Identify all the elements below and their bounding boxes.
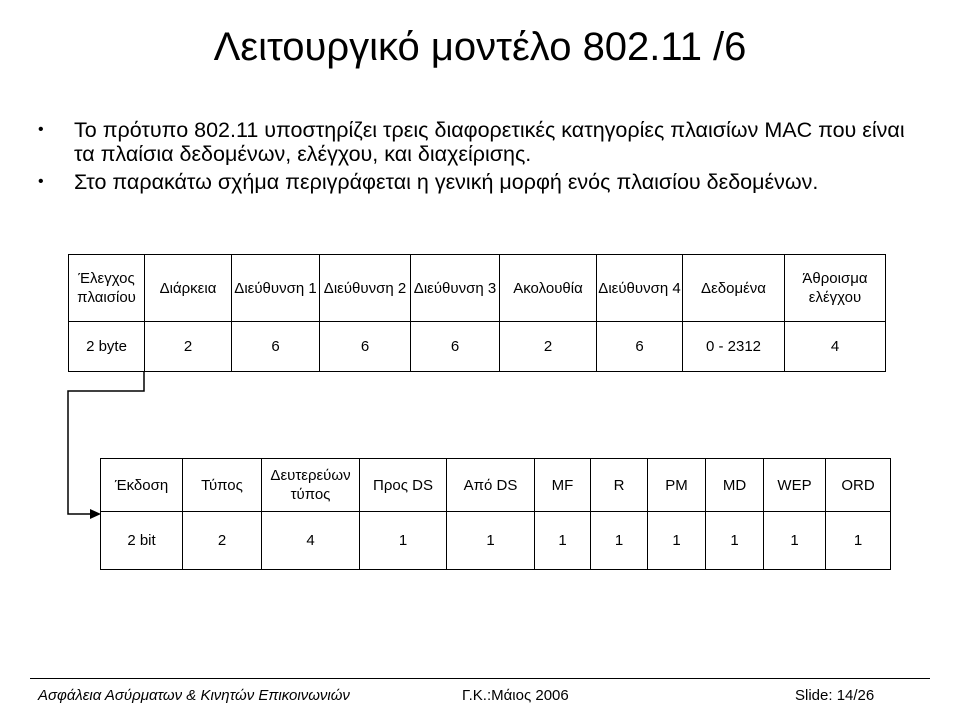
bullet-icon: • bbox=[38, 121, 44, 138]
footer-date: Γ.Κ.:Μάιος 2006 bbox=[462, 687, 569, 704]
mac-value-cell: 2 byte bbox=[69, 322, 145, 372]
mac-value-cell: 6 bbox=[232, 322, 320, 372]
fc-header-cell: Έκδοση bbox=[101, 459, 183, 512]
mac-header-cell: Δεδομένα bbox=[683, 255, 785, 322]
mac-header-cell: Διεύθυνση 4 bbox=[597, 255, 683, 322]
mac-value-cell: 2 bbox=[145, 322, 232, 372]
mac-header-cell: Διεύθυνση 2 bbox=[320, 255, 411, 322]
mac-value-cell: 2 bbox=[500, 322, 597, 372]
fc-header-cell: Από DS bbox=[447, 459, 535, 512]
bullet-icon: • bbox=[38, 173, 44, 190]
fc-value-cell: 1 bbox=[764, 512, 826, 570]
mac-value-cell: 6 bbox=[597, 322, 683, 372]
mac-value-cell: 6 bbox=[320, 322, 411, 372]
fc-value-cell: 1 bbox=[706, 512, 764, 570]
footer-divider bbox=[30, 678, 930, 679]
fc-header-cell: Δευτερεύων τύπος bbox=[262, 459, 360, 512]
fc-value-cell: 1 bbox=[591, 512, 648, 570]
table-row bbox=[101, 512, 891, 570]
fc-value-cell: 1 bbox=[360, 512, 447, 570]
fc-header-cell: WEP bbox=[764, 459, 826, 512]
mac-value-cell: 6 bbox=[411, 322, 500, 372]
mac-header-cell: Διεύθυνση 1 bbox=[232, 255, 320, 322]
fc-header-cell: MD bbox=[706, 459, 764, 512]
fc-header-cell: PM bbox=[648, 459, 706, 512]
mac-header-cell: Άθροισμα ελέγχου bbox=[785, 255, 886, 322]
fc-value-cell: 4 bbox=[262, 512, 360, 570]
slide-footer bbox=[0, 685, 960, 707]
fc-value-cell: 2 bbox=[183, 512, 262, 570]
mac-value-cell: 0 - 2312 bbox=[683, 322, 785, 372]
bullet-text: Στο παρακάτω σχήμα περιγράφεται η γενική μορφή ενός πλαισίου δεδομένων. bbox=[74, 170, 819, 194]
slide-title: Λειτουργικό μοντέλο 802.11 /6 bbox=[213, 25, 747, 69]
footer-course: Ασφάλεια Ασύρματων & Κινητών Επικοινωνιών bbox=[38, 687, 350, 704]
fc-header-cell: R bbox=[591, 459, 648, 512]
mac-header-cell: Διάρκεια bbox=[145, 255, 232, 322]
fc-header-cell: Προς DS bbox=[360, 459, 447, 512]
mac-value-cell: 4 bbox=[785, 322, 886, 372]
table-row bbox=[101, 459, 891, 512]
mac-header-cell: Διεύθυνση 3 bbox=[411, 255, 500, 322]
frame-control-table bbox=[100, 458, 891, 570]
fc-value-cell: 1 bbox=[447, 512, 535, 570]
fc-value-cell: 1 bbox=[648, 512, 706, 570]
fc-value-cell: 1 bbox=[535, 512, 591, 570]
bullet-text: Το πρότυπο 802.11 υποστηρίζει τρεις διαφορετικές κατηγορίες πλαισίων MAC που είναι τα πλαίσια δεδομένων, ελέγχου, και διαχείρισης. bbox=[74, 118, 905, 166]
fc-header-cell: ORD bbox=[826, 459, 891, 512]
mac-header-cell: Έλεγχος πλαισίου bbox=[69, 255, 145, 322]
fc-value-cell: 1 bbox=[826, 512, 891, 570]
fc-header-cell: MF bbox=[535, 459, 591, 512]
fc-header-cell: Τύπος bbox=[183, 459, 262, 512]
mac-header-cell: Ακολουθία bbox=[500, 255, 597, 322]
fc-value-cell: 2 bit bbox=[101, 512, 183, 570]
footer-slide-number: Slide: 14/26 bbox=[795, 687, 875, 704]
